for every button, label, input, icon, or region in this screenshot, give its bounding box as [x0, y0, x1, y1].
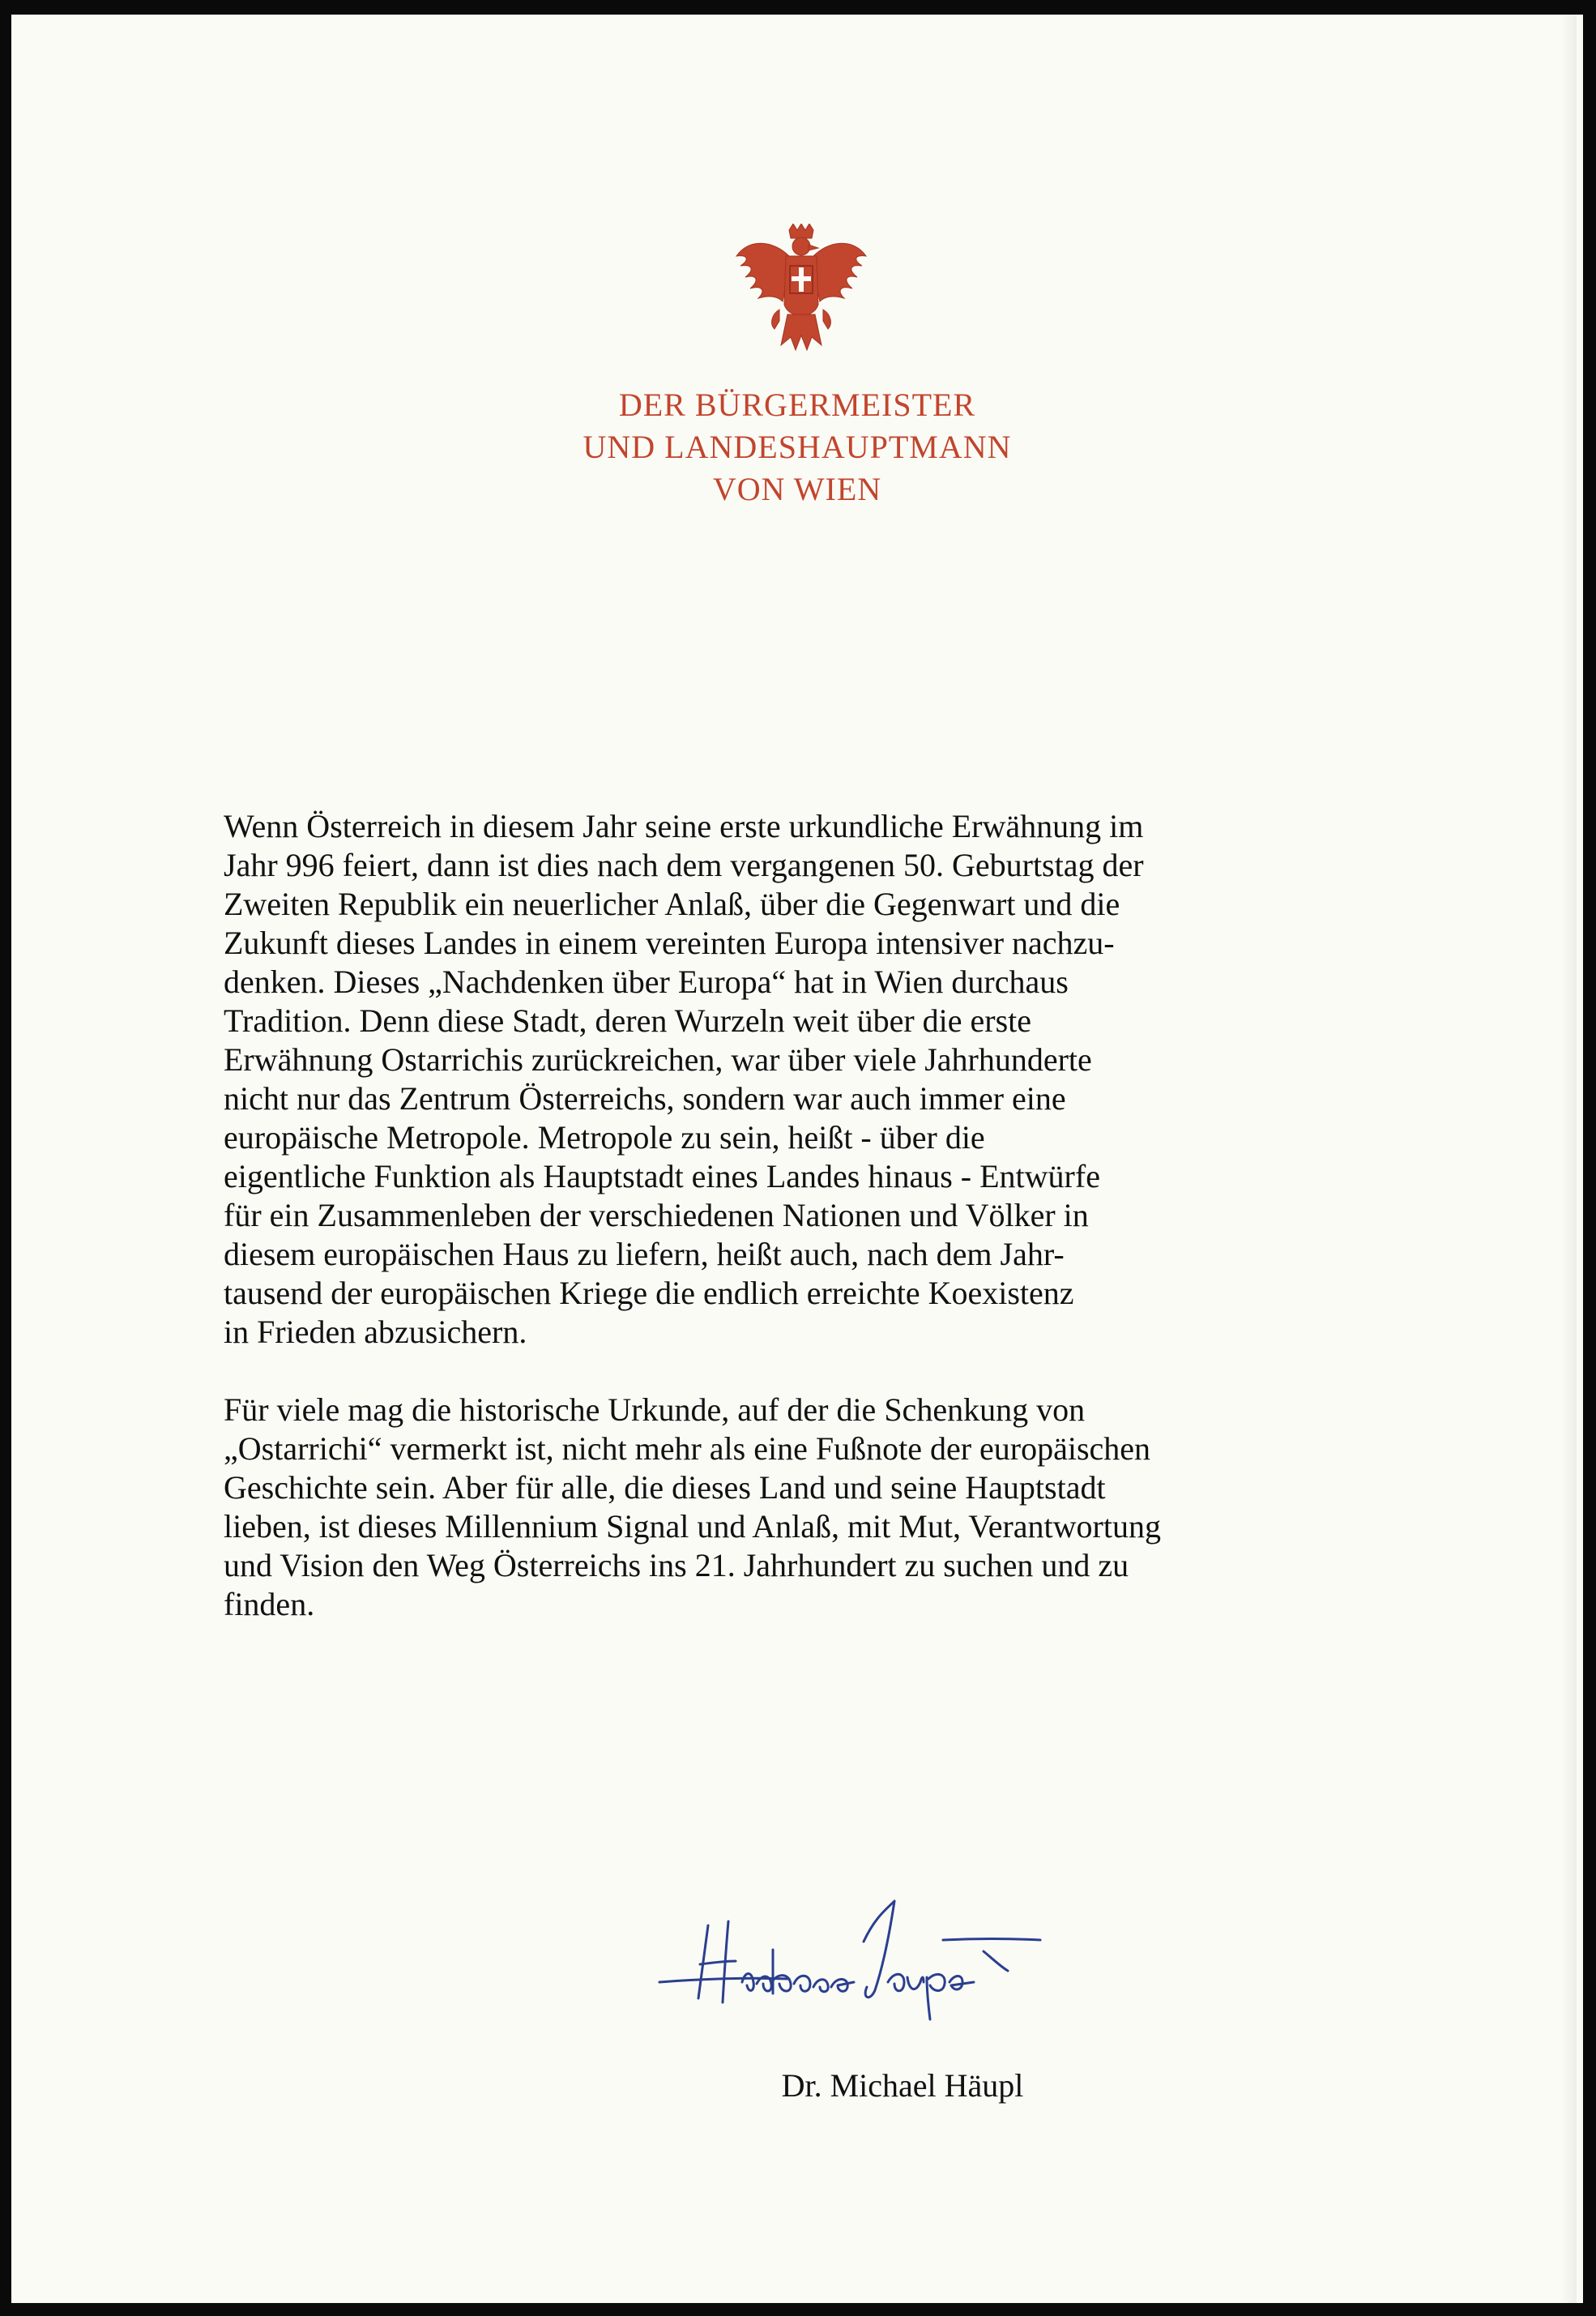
text-line: lieben, ist dieses Millennium Signal und Anlaß, mit Mut, Verantwortung	[224, 1508, 1161, 1545]
page-edge-shadow	[1560, 15, 1577, 2303]
letterhead-title	[11, 384, 1583, 511]
letterhead-line-2: UND LANDESHAUPTMANN	[582, 429, 1012, 465]
text-line: tausend der europäischen Kriege die endlich erreichte Koexistenz	[224, 1275, 1074, 1311]
text-line: nicht nur das Zentrum Österreichs, sondern war auch immer eine	[224, 1080, 1066, 1117]
text-line: und Vision den Weg Österreichs ins 21. Jahrhundert zu suchen und zu	[224, 1547, 1129, 1583]
paragraph-2	[224, 1391, 1390, 1624]
text-line: Zweiten Republik ein neuerlicher Anlaß, über die Gegenwart und die	[224, 886, 1120, 922]
vienna-eagle-crest-icon	[732, 224, 870, 353]
handwritten-signature	[651, 1893, 1089, 2023]
text-line: Geschichte sein. Aber für alle, die dieses Land und seine Hauptstadt	[224, 1469, 1106, 1506]
text-line: für ein Zusammenleben der verschiedenen Nationen und Völker in	[224, 1197, 1089, 1233]
text-line: Für viele mag die historische Urkunde, auf der die Schenkung von	[224, 1391, 1086, 1428]
letterhead-line-3: VON WIEN	[712, 471, 882, 507]
paragraph-1	[224, 807, 1390, 1352]
text-line: in Frieden abzusichern.	[224, 1314, 527, 1350]
text-line: europäische Metropole. Metropole zu sein, heißt - über die	[224, 1119, 985, 1156]
text-line: Jahr 996 feiert, dann ist dies nach dem vergangenen 50. Geburtstag der	[224, 847, 1144, 883]
signer-name: Dr. Michael Häupl	[781, 2067, 1024, 2104]
text-line: Erwähnung Ostarrichis zurückreichen, war über viele Jahrhunderte	[224, 1041, 1092, 1078]
text-line: finden.	[224, 1586, 315, 1622]
text-line: „Ostarrichi“ vermerkt ist, nicht mehr als eine Fußnote der europäischen	[224, 1430, 1151, 1467]
letter-body	[224, 807, 1390, 1624]
text-line: Zukunft dieses Landes in einem vereinten Europa intensiver nachzu-	[224, 925, 1115, 961]
text-line: Tradition. Denn diese Stadt, deren Wurzeln weit über die erste	[224, 1002, 1032, 1039]
letterhead-line-1: DER BÜRGERMEISTER	[618, 387, 976, 423]
text-line: Wenn Österreich in diesem Jahr seine erste urkundliche Erwähnung im	[224, 808, 1144, 844]
text-line: diesem europäischen Haus zu liefern, heißt auch, nach dem Jahr-	[224, 1236, 1065, 1272]
letter-page	[11, 15, 1583, 2303]
text-line: eigentliche Funktion als Hauptstadt eines Landes hinaus - Entwürfe	[224, 1158, 1100, 1194]
text-line: denken. Dieses „Nachdenken über Europa“ hat in Wien durchaus	[224, 964, 1069, 1000]
